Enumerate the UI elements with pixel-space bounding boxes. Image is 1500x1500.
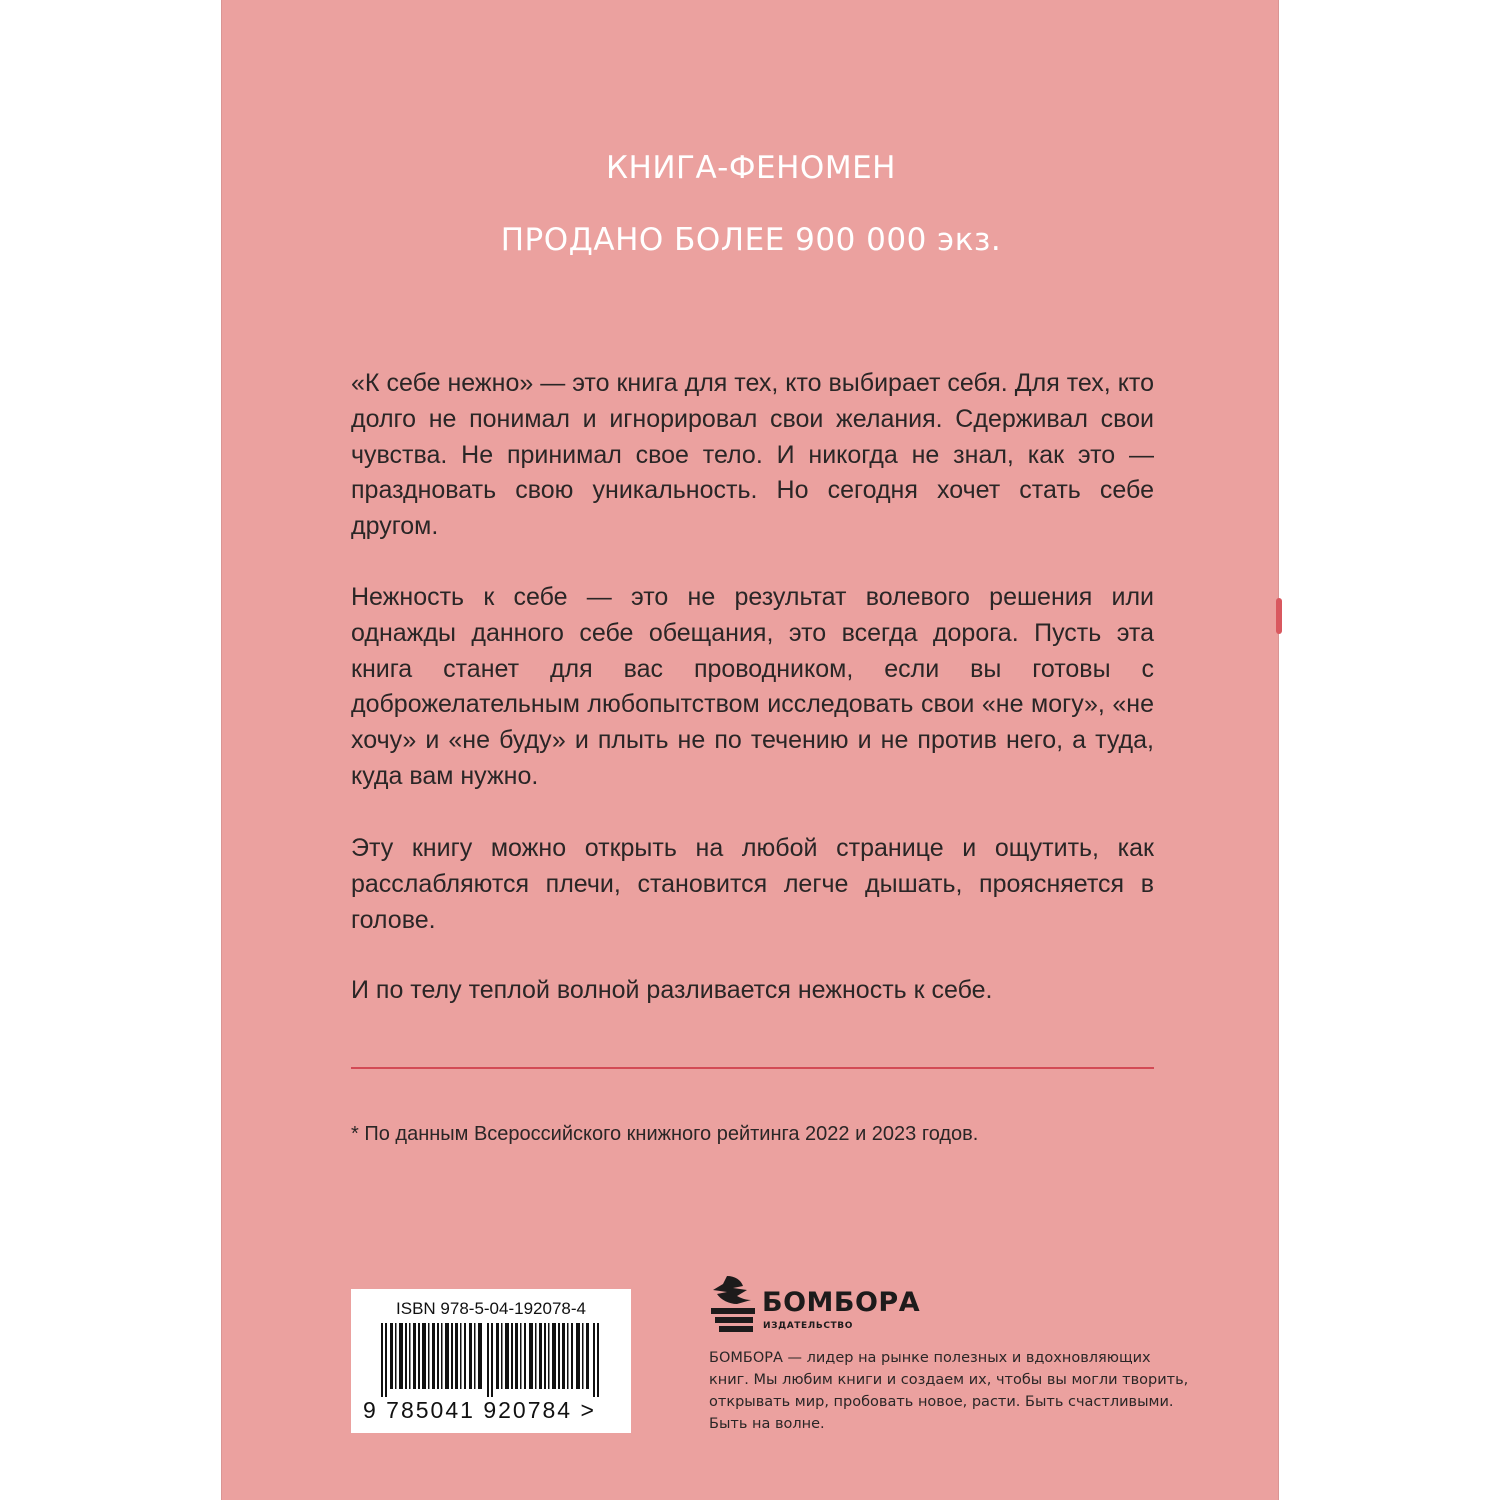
headline-phenomenon: КНИГА-ФЕНОМЕН	[606, 150, 896, 186]
paragraph-1: «К себе нежно» — это книга для тех, кто выбирает себя. Для тех, кто долго не понимал и игнорировал свои желания. Сдерживал свои чувства. Не принимал свое тело. И никогда не знал, как это — праздновать свою уникальность. Но сегодня хочет стать себе другом.	[351, 369, 1154, 541]
back-cover	[221, 0, 1279, 1500]
footnote: * По данным Всероссийского книжного рейтинга 2022 и 2023 годов.	[351, 1123, 979, 1145]
publisher-name: БОМБОРА	[762, 1287, 921, 1318]
paragraph-4: И по телу теплой волной разливается нежность к себе.	[351, 976, 993, 1004]
divider-line	[351, 1067, 1154, 1069]
isbn-label: ISBN 978-5-04-192078-4	[396, 1299, 586, 1318]
publisher-subtitle: ИЗДАТЕЛЬСТВО	[763, 1321, 853, 1331]
paragraph-2: Нежность к себе — это не результат волевого решения или однажды данного себе обещания, это всегда дорога. Пусть эта книга станет для вас проводником, если вы готовы с доброжелательным любопытством исследовать свои «не могу», «не хочу» и «не буду» и плыть не по течению и не против него, а туда, куда вам нужно.	[351, 583, 1154, 790]
headline-sales: ПРОДАНО БОЛЕЕ 900 000 экз.	[500, 222, 1002, 258]
edge-mark	[1276, 598, 1282, 634]
bombora-logo-icon	[707, 1274, 759, 1336]
paragraph-3: Эту книгу можно открыть на любой странице и ощутить, как расслабляются плечи, становится легче дышать, проясняется в голове.	[351, 834, 1154, 934]
barcode-icon	[381, 1323, 603, 1397]
publisher-description: БОМБОРА — лидер на рынке полезных и вдохновляющих книг. Мы любим книги и создаем их, чтобы вы могли творить, открывать мир, пробовать новое, расти. Быть счастливыми. Быть на волне.	[709, 1350, 1189, 1432]
barcode-digits: 9 785041 920784 >	[363, 1397, 596, 1423]
isbn-barcode-box	[351, 1289, 631, 1433]
